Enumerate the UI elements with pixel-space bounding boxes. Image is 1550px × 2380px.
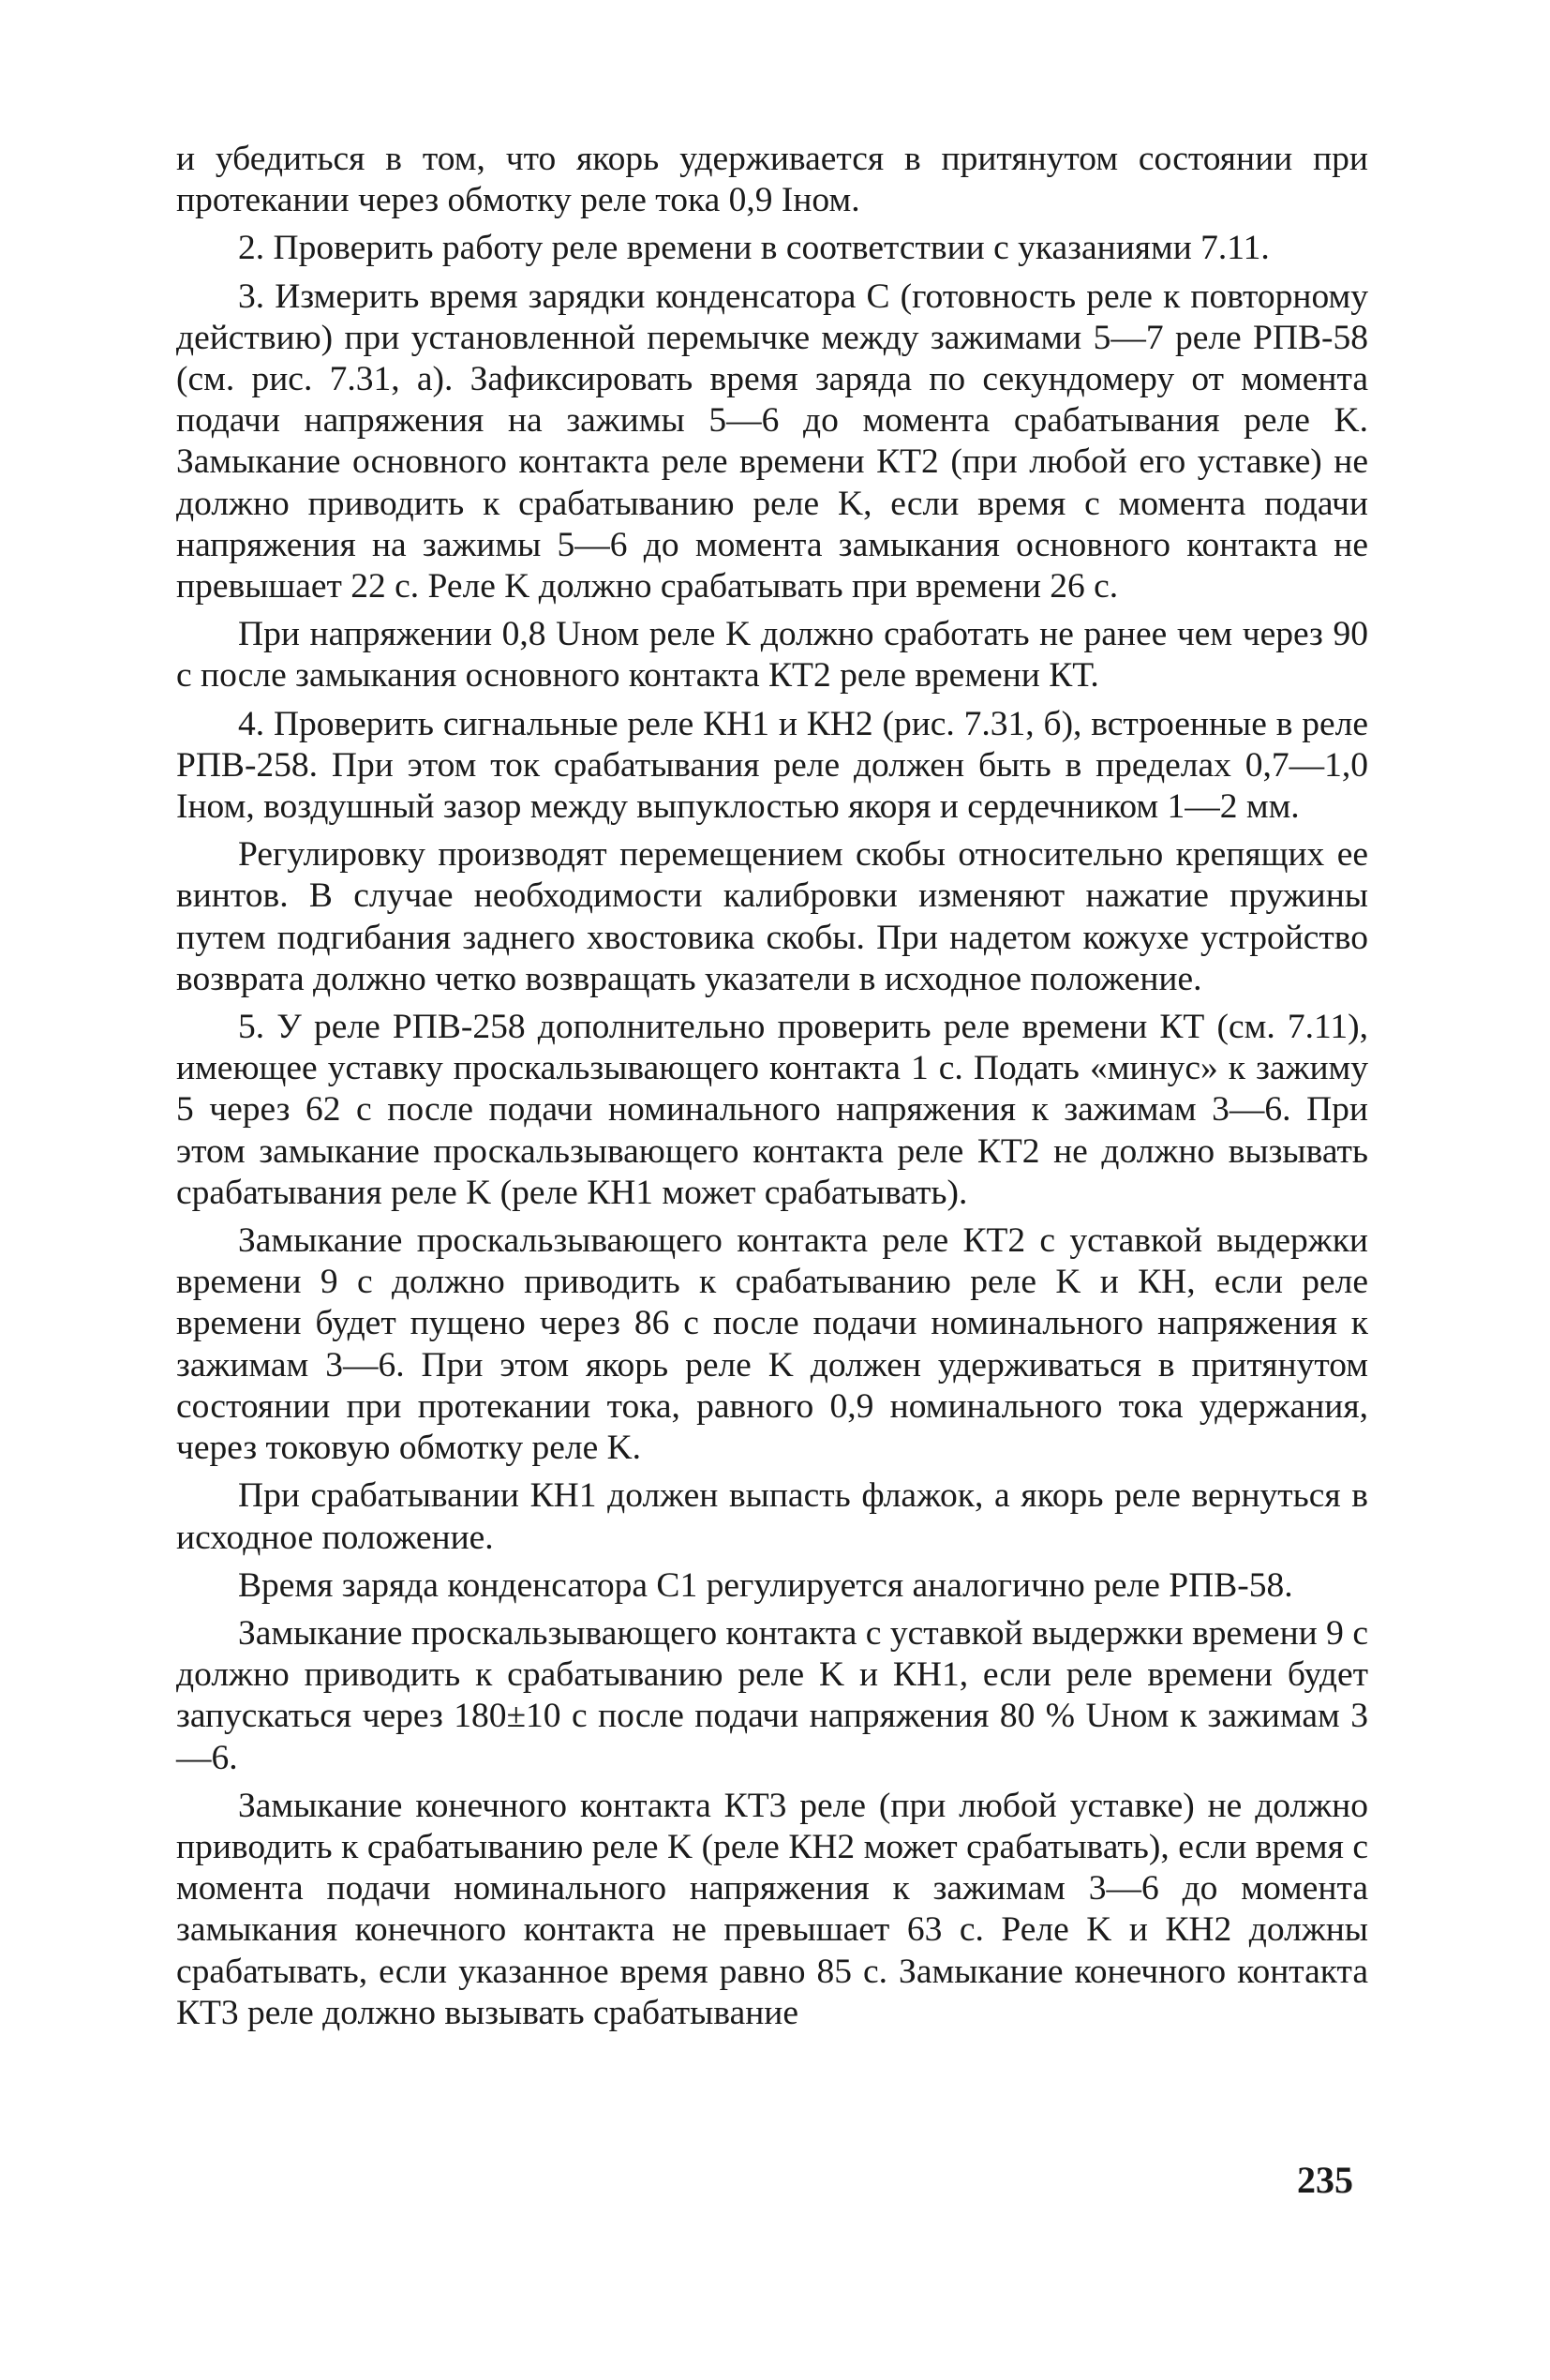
- paragraph-item-3: 3. Измерить время зарядки конденсатора C (готовность реле к повторному действию) при установленной перемычке между зажимами 5—7 реле РПВ-58 (см. рис. 7.31, а). Зафиксировать время заряда по секундомеру от момента подачи напряжения на зажимы 5—6 до момента срабатывания реле K. Замыкание основного контакта реле времени КТ2 (при любой его уставке) не должно приводить к срабатыванию реле K, если время с момента подачи напряжения на зажимы 5—6 до момента замыкания основного контакта не превышает 22 с. Реле K должно срабатывать при времени 26 с.: [176, 277, 1368, 606]
- paragraph-final-contact: Замыкание конечного контакта КТ3 реле (при любой уставке) не должно приводить к срабатыванию реле K (реле КН2 может срабатывать), если время с момента подачи номинального напряжения к зажимам 3—6 до момента замыкания конечного контакта не превышает 63 с. Реле K и КН2 должны срабатывать, если указанное время равно 85 с. Замыкание конечного контакта КТ3 реле должно вызывать срабатывание: [176, 1786, 1368, 2032]
- page-number: 235: [1297, 2159, 1353, 2201]
- paragraph-adjustment: Регулировку производят перемещением скобы относительно крепящих ее винтов. В случае необходимости калибровки изменяют нажатие пружины путем подгибания заднего хвостовика скобы. При надетом кожухе устройство возврата должно четко возвращать указатели в исходное положение.: [176, 835, 1368, 998]
- paragraph-item-2: 2. Проверить работу реле времени в соответствии с указаниями 7.11.: [238, 229, 1270, 268]
- page-body: [176, 139, 1368, 2041]
- paragraph-capacitor-charge: Время заряда конденсатора С1 регулируется аналогично реле РПВ-58.: [238, 1565, 1293, 1605]
- paragraph-continuation: и убедиться в том, что якорь удерживается в притянутом состоянии при протекании через обмотку реле тока 0,9 Iном.: [176, 140, 1368, 220]
- paragraph-item-5: 5. У реле РПВ-258 дополнительно проверить реле времени КТ (см. 7.11), имеющее уставку проскальзывающего контакта 1 с. Подать «минус» к зажиму 5 через 62 с после подачи номинального напряжения к зажимам 3—6. При этом замыкание проскальзывающего контакта реле КТ2 не должно вызывать срабатывания реле K (реле КН1 может срабатывать).: [176, 1008, 1368, 1212]
- paragraph-voltage-note: При напряжении 0,8 Uном реле K должно сработать не ранее чем через 90 с после замыкания основного контакта КТ2 реле времени КТ.: [176, 615, 1368, 696]
- paragraph-sliding-contact: Замыкание проскальзывающего контакта реле КТ2 с уставкой выдержки времени 9 с должно приводить к срабатыванию реле K и КН, если реле времени будет пущено через 86 с после подачи номинального напряжения к зажимам 3—6. При этом якорь реле K должен удерживаться в притянутом состоянии при протекании тока, равного 0,9 номинального тока удержания, через токовую обмотку реле K.: [176, 1221, 1368, 1468]
- paragraph-sliding-contact-timing: Замыкание проскальзывающего контакта с уставкой выдержки времени 9 с должно приводить к срабатыванию реле K и КН1, если реле времени будет запускаться через 180±10 с после подачи напряжения 80 % Uном к зажимам 3—6.: [176, 1613, 1368, 1777]
- paragraph-kh1-trigger: При срабатывании КН1 должен выпасть флажок, а якорь реле вернуться в исходное положение.: [176, 1476, 1368, 1557]
- paragraph-item-4: 4. Проверить сигнальные реле КН1 и КН2 (рис. 7.31, б), встроенные в реле РПВ-258. При этом ток срабатывания реле должен быть в пределах 0,7—1,0 Iном, воздушный зазор между выпуклостью якоря и сердечником 1—2 мм.: [176, 704, 1368, 827]
